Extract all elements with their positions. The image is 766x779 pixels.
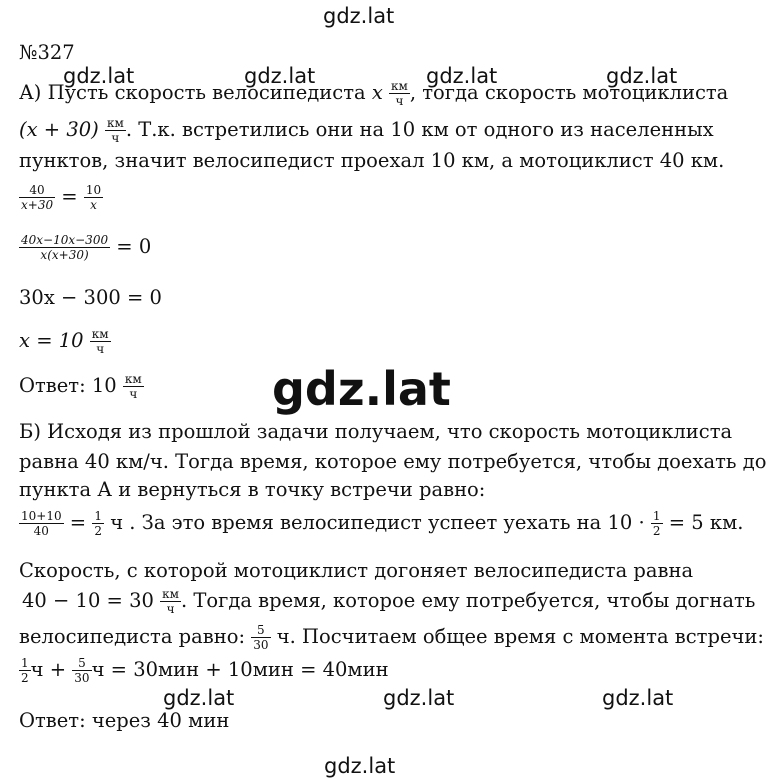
text: = 5 км.	[668, 511, 744, 534]
unit-fraction	[123, 373, 144, 400]
watermark: gdz.lat	[383, 686, 455, 710]
watermark-center: gdz.lat	[272, 362, 451, 416]
denominator: ч	[160, 601, 181, 615]
unit-fraction	[105, 117, 126, 144]
denominator: 2	[21, 671, 29, 685]
part-a-line-2	[19, 117, 714, 144]
part-b-line-8	[19, 657, 389, 684]
equation-lhs: x = 10	[19, 329, 84, 352]
numerator: 40	[29, 183, 45, 197]
numerator: км	[162, 587, 179, 601]
part-b-line-5: Скорость, с которой мотоциклист догоняет велосипедиста равна	[19, 559, 694, 582]
text: . Т.к. встретились они на 10 км от одного из населенных	[125, 118, 714, 141]
equals: =	[69, 511, 87, 534]
numerator: 10+10	[21, 509, 62, 523]
unit-fraction	[160, 588, 181, 615]
denominator: 2	[94, 524, 102, 538]
part-b-line-7	[19, 624, 764, 651]
part-b-line-6	[22, 588, 755, 615]
unit-fraction	[389, 80, 410, 107]
text: велосипедиста равно:	[19, 625, 246, 648]
watermark-top: gdz.lat	[323, 4, 395, 28]
watermark: gdz.lat	[606, 64, 678, 88]
numerator: 5	[78, 656, 86, 670]
numerator: 1	[652, 509, 661, 523]
text: 40 − 10 = 30	[22, 589, 154, 612]
denominator: ч	[389, 93, 410, 107]
problem-number: №327	[19, 41, 75, 64]
text: , тогда скорость мотоциклиста	[409, 81, 729, 104]
watermark: gdz.lat	[163, 686, 235, 710]
fraction	[251, 624, 270, 651]
answer-b: Ответ: через 40 мин	[19, 709, 230, 732]
text: ч . За это время велосипедист успеет уехать на 10 ·	[110, 511, 645, 534]
denominator: 2	[652, 524, 661, 538]
answer-label: Ответ: 10	[19, 374, 117, 397]
fraction	[72, 657, 91, 684]
equation-rhs: = 0	[116, 235, 152, 258]
numerator: 5	[257, 623, 265, 637]
fraction	[19, 657, 31, 684]
part-b-line-1: Б) Исходя из прошлой задачи получаем, что скорость мотоциклиста	[19, 420, 733, 443]
part-a-line-3: пунктов, значит велосипедист проехал 10 км, а мотоциклист 40 км.	[19, 149, 725, 172]
denominator: 30	[74, 671, 90, 685]
numerator: 1	[21, 656, 29, 670]
numerator: км	[124, 372, 142, 386]
numerator: 1	[94, 509, 102, 523]
fraction	[19, 234, 110, 261]
numerator: 40x−10x−300	[21, 233, 109, 247]
fraction	[19, 510, 64, 537]
fraction	[92, 510, 104, 537]
watermark: gdz.lat	[426, 64, 498, 88]
equation-2	[19, 234, 151, 261]
watermark-bottom: gdz.lat	[324, 754, 396, 778]
part-b-line-2: равна 40 км/ч. Тогда время, которое ему потребуется, чтобы доехать до	[19, 450, 766, 473]
text: ч = 30мин + 10мин = 40мин	[91, 658, 389, 681]
denominator: ч	[123, 386, 144, 400]
fraction	[19, 184, 55, 211]
denominator: 40	[19, 523, 64, 537]
denominator: x	[84, 197, 103, 211]
numerator: 10	[85, 183, 102, 197]
text: А) Пусть скорость велосипедиста	[19, 81, 372, 104]
fraction	[84, 184, 103, 211]
denominator: ч	[90, 341, 111, 355]
denominator: 30	[253, 638, 269, 652]
denominator: x+30	[21, 198, 54, 212]
expression: (x + 30)	[19, 118, 99, 141]
answer-a	[19, 373, 144, 400]
equation-1	[19, 184, 103, 211]
part-b-line-4	[19, 510, 743, 537]
part-a-line-1	[19, 80, 728, 107]
text: . Тогда время, которое ему потребуется, чтобы догнать	[180, 589, 756, 612]
numerator: км	[106, 116, 124, 130]
text: ч +	[30, 658, 67, 681]
fraction	[651, 510, 663, 537]
denominator: ч	[105, 130, 126, 144]
watermark: gdz.lat	[244, 64, 316, 88]
denominator: x(x+30)	[19, 247, 110, 261]
unit-fraction	[90, 328, 111, 355]
watermark: gdz.lat	[63, 64, 135, 88]
variable-x: x	[371, 81, 383, 104]
equation-3: 30x − 300 = 0	[19, 286, 162, 309]
numerator: км	[91, 327, 109, 341]
watermark: gdz.lat	[602, 686, 674, 710]
numerator: км	[391, 79, 408, 93]
equation-4	[19, 328, 111, 355]
part-b-line-3: пункта А и вернуться в точку встречи равно:	[19, 478, 486, 501]
equals: =	[61, 185, 78, 208]
text: ч. Посчитаем общее время с момента встречи:	[276, 625, 764, 648]
